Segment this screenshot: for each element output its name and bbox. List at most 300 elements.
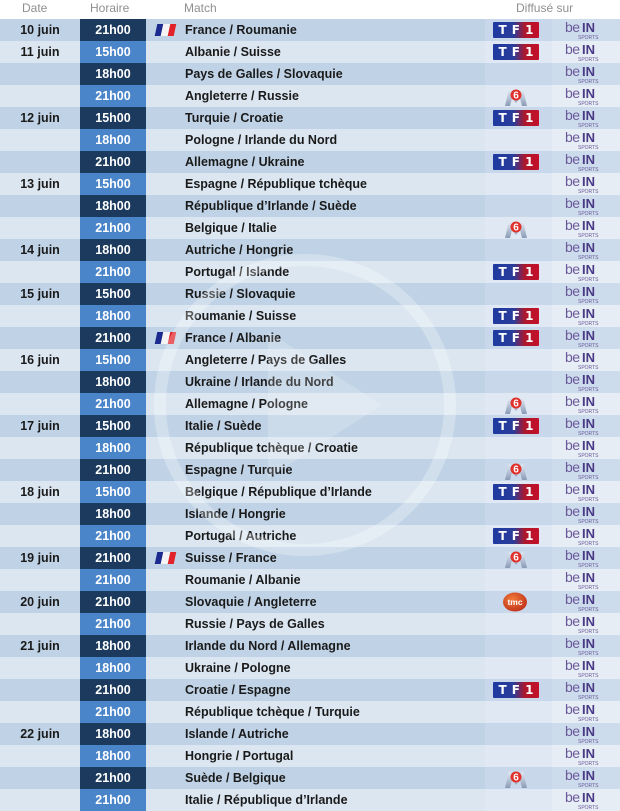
svg-text:IN: IN bbox=[582, 306, 595, 321]
table-row bbox=[0, 239, 620, 261]
broadcast-cell-bg bbox=[485, 283, 552, 305]
svg-text:IN: IN bbox=[582, 460, 595, 475]
svg-text:be: be bbox=[565, 218, 580, 233]
bein-sports-logo-icon bbox=[563, 262, 607, 282]
table-row bbox=[0, 63, 620, 85]
svg-text:be: be bbox=[565, 526, 580, 541]
match-date: 19 juin bbox=[20, 551, 60, 565]
match-date bbox=[0, 305, 80, 327]
broadcast-cell-bg bbox=[485, 701, 552, 723]
svg-text:IN: IN bbox=[582, 350, 595, 365]
match-teams: Russie / Pays de Galles bbox=[185, 617, 325, 631]
svg-text:be: be bbox=[565, 196, 580, 211]
bein-sports-logo-icon bbox=[563, 636, 607, 656]
bein-sports-logo-icon bbox=[563, 130, 607, 150]
match-teams: Islande / Hongrie bbox=[185, 507, 286, 521]
svg-text:6: 6 bbox=[513, 398, 519, 410]
tf1-logo-icon bbox=[493, 44, 539, 60]
svg-text:be: be bbox=[565, 152, 580, 167]
tf1-letter: 1 bbox=[525, 111, 534, 125]
match-teams: Espagne / République tchèque bbox=[185, 177, 367, 191]
svg-text:be: be bbox=[565, 636, 580, 651]
table-row bbox=[0, 723, 620, 745]
svg-text:SPORTS: SPORTS bbox=[578, 805, 599, 810]
bein-sports-logo-icon bbox=[563, 724, 607, 744]
table-row bbox=[0, 525, 620, 547]
match-date: 11 juin bbox=[20, 45, 60, 59]
svg-text:be: be bbox=[565, 724, 580, 739]
svg-text:IN: IN bbox=[582, 416, 595, 431]
match-teams: Italie / Suède bbox=[185, 419, 262, 433]
tf1-logo-icon bbox=[493, 682, 539, 698]
table-row bbox=[0, 371, 620, 393]
bein-sports-logo-icon bbox=[563, 460, 607, 480]
svg-text:be: be bbox=[565, 86, 580, 101]
broadcast-cell-bg bbox=[485, 789, 552, 811]
header-match: Match bbox=[184, 1, 217, 15]
match-date bbox=[0, 327, 80, 349]
svg-text:SPORTS: SPORTS bbox=[578, 79, 599, 84]
svg-text:SPORTS: SPORTS bbox=[578, 783, 599, 788]
svg-text:be: be bbox=[565, 570, 580, 585]
table-row bbox=[0, 415, 620, 437]
svg-text:be: be bbox=[565, 306, 580, 321]
svg-text:IN: IN bbox=[582, 614, 595, 629]
match-date: 22 juin bbox=[20, 727, 60, 741]
broadcast-cell-bg bbox=[485, 239, 552, 261]
broadcast-cell-bg bbox=[485, 63, 552, 85]
svg-text:SPORTS: SPORTS bbox=[578, 189, 599, 194]
table-row bbox=[0, 261, 620, 283]
match-time: 18h00 bbox=[80, 635, 146, 657]
broadcast-cell-bg bbox=[485, 635, 552, 657]
tf1-letter: F bbox=[511, 683, 520, 697]
bein-sports-logo-icon bbox=[563, 746, 607, 766]
match-date bbox=[0, 679, 80, 701]
svg-text:be: be bbox=[565, 262, 580, 277]
match-teams: Belgique / Italie bbox=[185, 221, 277, 235]
match-time: 18h00 bbox=[80, 371, 146, 393]
bein-sports-logo-icon bbox=[563, 416, 607, 436]
svg-text:SPORTS: SPORTS bbox=[578, 453, 599, 458]
svg-text:IN: IN bbox=[582, 680, 595, 695]
tf1-letter: 1 bbox=[525, 419, 534, 433]
match-time: 18h00 bbox=[80, 437, 146, 459]
match-teams: Croatie / Espagne bbox=[185, 683, 291, 697]
svg-text:6: 6 bbox=[513, 464, 519, 476]
broadcast-cell-bg bbox=[485, 349, 552, 371]
svg-text:SPORTS: SPORTS bbox=[578, 563, 599, 568]
svg-text:be: be bbox=[565, 504, 580, 519]
match-teams: Roumanie / Albanie bbox=[185, 573, 301, 587]
tf1-letter: T bbox=[498, 265, 507, 279]
tf1-letter: F bbox=[511, 45, 520, 59]
header-time: Horaire bbox=[90, 1, 130, 15]
tf1-letter: 1 bbox=[525, 331, 534, 345]
table-row bbox=[0, 19, 620, 41]
svg-text:be: be bbox=[565, 614, 580, 629]
bein-sports-logo-icon bbox=[563, 790, 607, 810]
match-teams: Roumanie / Suisse bbox=[185, 309, 297, 323]
match-date bbox=[0, 767, 80, 789]
match-teams: Pays de Galles / Slovaquie bbox=[185, 67, 343, 81]
match-date bbox=[0, 613, 80, 635]
svg-text:be: be bbox=[565, 790, 580, 805]
match-teams: Hongrie / Portugal bbox=[185, 749, 294, 763]
table-row bbox=[0, 701, 620, 723]
tf1-letter: 1 bbox=[525, 529, 534, 543]
broadcast-cell-bg bbox=[485, 503, 552, 525]
svg-text:be: be bbox=[565, 64, 580, 79]
svg-text:SPORTS: SPORTS bbox=[578, 321, 599, 326]
match-time: 15h00 bbox=[80, 283, 146, 305]
tf1-logo-icon bbox=[493, 418, 539, 434]
svg-text:SPORTS: SPORTS bbox=[578, 761, 599, 766]
bein-sports-logo-icon bbox=[563, 108, 607, 128]
bein-sports-logo-icon bbox=[563, 526, 607, 546]
bein-sports-logo-icon bbox=[563, 350, 607, 370]
svg-text:be: be bbox=[565, 174, 580, 189]
svg-text:IN: IN bbox=[582, 438, 595, 453]
match-date bbox=[0, 195, 80, 217]
match-time: 18h00 bbox=[80, 723, 146, 745]
svg-text:6: 6 bbox=[513, 90, 519, 102]
svg-text:IN: IN bbox=[582, 768, 595, 783]
tf1-logo-icon bbox=[493, 110, 539, 126]
table-row bbox=[0, 217, 620, 239]
match-time: 18h00 bbox=[80, 657, 146, 679]
broadcast-cell-bg bbox=[485, 195, 552, 217]
match-teams: Angleterre / Pays de Galles bbox=[185, 353, 347, 367]
tf1-letter: 1 bbox=[525, 485, 534, 499]
match-date bbox=[0, 459, 80, 481]
svg-text:IN: IN bbox=[582, 702, 595, 717]
svg-text:be: be bbox=[565, 768, 580, 783]
bein-sports-logo-icon bbox=[563, 174, 607, 194]
match-date: 14 juin bbox=[20, 243, 60, 257]
broadcast-cell-bg bbox=[485, 129, 552, 151]
m6-logo-icon bbox=[503, 548, 529, 568]
bein-sports-logo-icon bbox=[563, 394, 607, 414]
svg-text:SPORTS: SPORTS bbox=[578, 519, 599, 524]
svg-text:IN: IN bbox=[582, 108, 595, 123]
tf1-letter: F bbox=[511, 155, 520, 169]
table-header bbox=[0, 0, 620, 19]
match-date: 17 juin bbox=[20, 419, 60, 433]
match-date bbox=[0, 569, 80, 591]
match-teams: Ukraine / Irlande du Nord bbox=[185, 375, 334, 389]
svg-text:be: be bbox=[565, 284, 580, 299]
tf1-letter: 1 bbox=[525, 683, 534, 697]
match-time: 21h00 bbox=[80, 261, 146, 283]
tf1-letter: F bbox=[511, 485, 520, 499]
bein-sports-logo-icon bbox=[563, 372, 607, 392]
svg-text:SPORTS: SPORTS bbox=[578, 497, 599, 502]
svg-text:IN: IN bbox=[582, 64, 595, 79]
table-row bbox=[0, 129, 620, 151]
svg-text:IN: IN bbox=[582, 394, 595, 409]
svg-text:be: be bbox=[565, 394, 580, 409]
match-date: 13 juin bbox=[20, 177, 60, 191]
svg-text:be: be bbox=[565, 20, 580, 35]
tf1-letter: T bbox=[498, 45, 507, 59]
svg-text:SPORTS: SPORTS bbox=[578, 343, 599, 348]
bein-sports-logo-icon bbox=[563, 504, 607, 524]
tf1-letter: T bbox=[498, 331, 507, 345]
svg-text:IN: IN bbox=[582, 86, 595, 101]
svg-text:SPORTS: SPORTS bbox=[578, 35, 599, 40]
match-teams: Espagne / Turquie bbox=[185, 463, 293, 477]
match-time: 18h00 bbox=[80, 195, 146, 217]
svg-text:SPORTS: SPORTS bbox=[578, 277, 599, 282]
table-row bbox=[0, 657, 620, 679]
match-time: 18h00 bbox=[80, 305, 146, 327]
match-time: 15h00 bbox=[80, 173, 146, 195]
tf1-logo-icon bbox=[493, 264, 539, 280]
svg-text:IN: IN bbox=[582, 570, 595, 585]
match-teams: Allemagne / Ukraine bbox=[185, 155, 305, 169]
table-row bbox=[0, 503, 620, 525]
svg-text:SPORTS: SPORTS bbox=[578, 233, 599, 238]
match-time: 21h00 bbox=[80, 459, 146, 481]
svg-text:SPORTS: SPORTS bbox=[578, 409, 599, 414]
svg-text:be: be bbox=[565, 746, 580, 761]
match-time: 15h00 bbox=[80, 107, 146, 129]
match-date: 10 juin bbox=[20, 23, 60, 37]
match-date bbox=[0, 789, 80, 811]
match-date bbox=[0, 503, 80, 525]
svg-text:IN: IN bbox=[582, 152, 595, 167]
match-time: 21h00 bbox=[80, 19, 146, 41]
match-teams: France / Roumanie bbox=[185, 23, 297, 37]
svg-text:IN: IN bbox=[582, 790, 595, 805]
tf1-letter: T bbox=[498, 111, 507, 125]
svg-text:IN: IN bbox=[582, 526, 595, 541]
svg-text:SPORTS: SPORTS bbox=[578, 541, 599, 546]
table-row bbox=[0, 195, 620, 217]
match-date bbox=[0, 745, 80, 767]
svg-text:IN: IN bbox=[582, 196, 595, 211]
svg-text:be: be bbox=[565, 42, 580, 57]
svg-text:be: be bbox=[565, 240, 580, 255]
table-row bbox=[0, 107, 620, 129]
match-teams: Suède / Belgique bbox=[185, 771, 286, 785]
match-time: 15h00 bbox=[80, 349, 146, 371]
match-date bbox=[0, 217, 80, 239]
svg-text:be: be bbox=[565, 438, 580, 453]
svg-text:be: be bbox=[565, 482, 580, 497]
match-date bbox=[0, 525, 80, 547]
svg-text:SPORTS: SPORTS bbox=[578, 57, 599, 62]
bein-sports-logo-icon bbox=[563, 570, 607, 590]
svg-text:be: be bbox=[565, 108, 580, 123]
match-date: 12 juin bbox=[20, 111, 60, 125]
match-time: 21h00 bbox=[80, 85, 146, 107]
bein-sports-logo-icon bbox=[563, 702, 607, 722]
table-row bbox=[0, 349, 620, 371]
table-row bbox=[0, 305, 620, 327]
table-row bbox=[0, 327, 620, 349]
tf1-logo-icon bbox=[493, 154, 539, 170]
svg-text:be: be bbox=[565, 372, 580, 387]
match-time: 18h00 bbox=[80, 129, 146, 151]
svg-text:SPORTS: SPORTS bbox=[578, 475, 599, 480]
tf1-logo-icon bbox=[493, 308, 539, 324]
match-teams: Belgique / République d’Irlande bbox=[185, 485, 372, 499]
svg-text:SPORTS: SPORTS bbox=[578, 717, 599, 722]
svg-text:be: be bbox=[565, 130, 580, 145]
bein-sports-logo-icon bbox=[563, 680, 607, 700]
match-time: 21h00 bbox=[80, 701, 146, 723]
svg-text:6: 6 bbox=[513, 222, 519, 234]
svg-text:SPORTS: SPORTS bbox=[578, 431, 599, 436]
svg-text:SPORTS: SPORTS bbox=[578, 695, 599, 700]
match-date bbox=[0, 701, 80, 723]
table-row bbox=[0, 569, 620, 591]
tf1-letter: 1 bbox=[525, 23, 534, 37]
svg-text:SPORTS: SPORTS bbox=[578, 629, 599, 634]
match-teams: Italie / République d’Irlande bbox=[185, 793, 348, 807]
match-date: 15 juin bbox=[20, 287, 60, 301]
tf1-logo-icon bbox=[493, 528, 539, 544]
table-row bbox=[0, 459, 620, 481]
broadcast-cell-bg bbox=[485, 745, 552, 767]
tmc-logo-icon bbox=[502, 592, 528, 612]
bein-sports-logo-icon bbox=[563, 86, 607, 106]
svg-text:be: be bbox=[565, 548, 580, 563]
tf1-letter: 1 bbox=[525, 309, 534, 323]
bein-sports-logo-icon bbox=[563, 42, 607, 62]
svg-text:IN: IN bbox=[582, 218, 595, 233]
match-time: 21h00 bbox=[80, 217, 146, 239]
bein-sports-logo-icon bbox=[563, 438, 607, 458]
table-row bbox=[0, 393, 620, 415]
svg-text:IN: IN bbox=[582, 724, 595, 739]
table-row bbox=[0, 41, 620, 63]
table-row bbox=[0, 679, 620, 701]
table-row bbox=[0, 85, 620, 107]
bein-sports-logo-icon bbox=[563, 548, 607, 568]
tf1-letter: F bbox=[511, 309, 520, 323]
match-teams: République d’Irlande / Suède bbox=[185, 199, 357, 213]
m6-logo-icon bbox=[503, 86, 529, 106]
svg-text:IN: IN bbox=[582, 240, 595, 255]
match-date bbox=[0, 151, 80, 173]
header-date: Date bbox=[22, 1, 48, 15]
match-teams: Allemagne / Pologne bbox=[185, 397, 308, 411]
svg-text:IN: IN bbox=[582, 548, 595, 563]
svg-text:IN: IN bbox=[582, 636, 595, 651]
bein-sports-logo-icon bbox=[563, 64, 607, 84]
tf1-letter: F bbox=[511, 419, 520, 433]
match-time: 21h00 bbox=[80, 327, 146, 349]
schedule-table bbox=[0, 19, 620, 811]
match-teams: Autriche / Hongrie bbox=[185, 243, 294, 257]
table-row bbox=[0, 151, 620, 173]
svg-text:tmc: tmc bbox=[507, 597, 523, 607]
match-time: 21h00 bbox=[80, 679, 146, 701]
match-time: 21h00 bbox=[80, 767, 146, 789]
tf1-letter: F bbox=[511, 111, 520, 125]
svg-text:SPORTS: SPORTS bbox=[578, 211, 599, 216]
svg-text:SPORTS: SPORTS bbox=[578, 673, 599, 678]
table-row bbox=[0, 173, 620, 195]
match-time: 15h00 bbox=[80, 481, 146, 503]
tf1-letter: T bbox=[498, 683, 507, 697]
tf1-letter: F bbox=[511, 23, 520, 37]
svg-text:SPORTS: SPORTS bbox=[578, 607, 599, 612]
match-time: 21h00 bbox=[80, 151, 146, 173]
m6-logo-icon bbox=[503, 218, 529, 238]
match-teams: République tchèque / Croatie bbox=[185, 441, 358, 455]
table-row bbox=[0, 437, 620, 459]
header-broadcast: Diffusé sur bbox=[516, 1, 574, 15]
match-teams: Ukraine / Pologne bbox=[185, 661, 291, 675]
match-time: 15h00 bbox=[80, 415, 146, 437]
match-time: 18h00 bbox=[80, 745, 146, 767]
bein-sports-logo-icon bbox=[563, 20, 607, 40]
match-date: 16 juin bbox=[20, 353, 60, 367]
table-row bbox=[0, 767, 620, 789]
bein-sports-logo-icon bbox=[563, 614, 607, 634]
svg-text:IN: IN bbox=[582, 174, 595, 189]
match-time: 21h00 bbox=[80, 525, 146, 547]
svg-text:SPORTS: SPORTS bbox=[578, 739, 599, 744]
svg-text:IN: IN bbox=[582, 658, 595, 673]
bein-sports-logo-icon bbox=[563, 328, 607, 348]
table-row bbox=[0, 635, 620, 657]
table-row bbox=[0, 481, 620, 503]
match-time: 21h00 bbox=[80, 569, 146, 591]
svg-text:SPORTS: SPORTS bbox=[578, 123, 599, 128]
match-date bbox=[0, 129, 80, 151]
match-date bbox=[0, 63, 80, 85]
svg-text:IN: IN bbox=[582, 20, 595, 35]
bein-sports-logo-icon bbox=[563, 658, 607, 678]
tf1-logo-icon bbox=[493, 484, 539, 500]
svg-text:IN: IN bbox=[582, 328, 595, 343]
match-date bbox=[0, 85, 80, 107]
tf1-letter: T bbox=[498, 155, 507, 169]
match-time: 18h00 bbox=[80, 63, 146, 85]
tf1-letter: 1 bbox=[525, 155, 534, 169]
bein-sports-logo-icon bbox=[563, 196, 607, 216]
svg-text:SPORTS: SPORTS bbox=[578, 651, 599, 656]
tf1-letter: T bbox=[498, 23, 507, 37]
match-date bbox=[0, 657, 80, 679]
bein-sports-logo-icon bbox=[563, 592, 607, 612]
svg-text:IN: IN bbox=[582, 262, 595, 277]
bein-sports-logo-icon bbox=[563, 240, 607, 260]
match-date: 20 juin bbox=[20, 595, 60, 609]
bein-sports-logo-icon bbox=[563, 306, 607, 326]
m6-logo-icon bbox=[503, 460, 529, 480]
broadcast-cell-bg bbox=[485, 657, 552, 679]
svg-text:SPORTS: SPORTS bbox=[578, 585, 599, 590]
tf1-letter: T bbox=[498, 309, 507, 323]
match-time: 21h00 bbox=[80, 591, 146, 613]
bein-sports-logo-icon bbox=[563, 152, 607, 172]
match-time: 15h00 bbox=[80, 41, 146, 63]
svg-text:be: be bbox=[565, 680, 580, 695]
svg-text:be: be bbox=[565, 328, 580, 343]
match-time: 21h00 bbox=[80, 393, 146, 415]
svg-text:6: 6 bbox=[513, 552, 519, 564]
match-time: 21h00 bbox=[80, 613, 146, 635]
tf1-logo-icon bbox=[493, 22, 539, 38]
broadcast-cell-bg bbox=[485, 569, 552, 591]
svg-text:be: be bbox=[565, 460, 580, 475]
